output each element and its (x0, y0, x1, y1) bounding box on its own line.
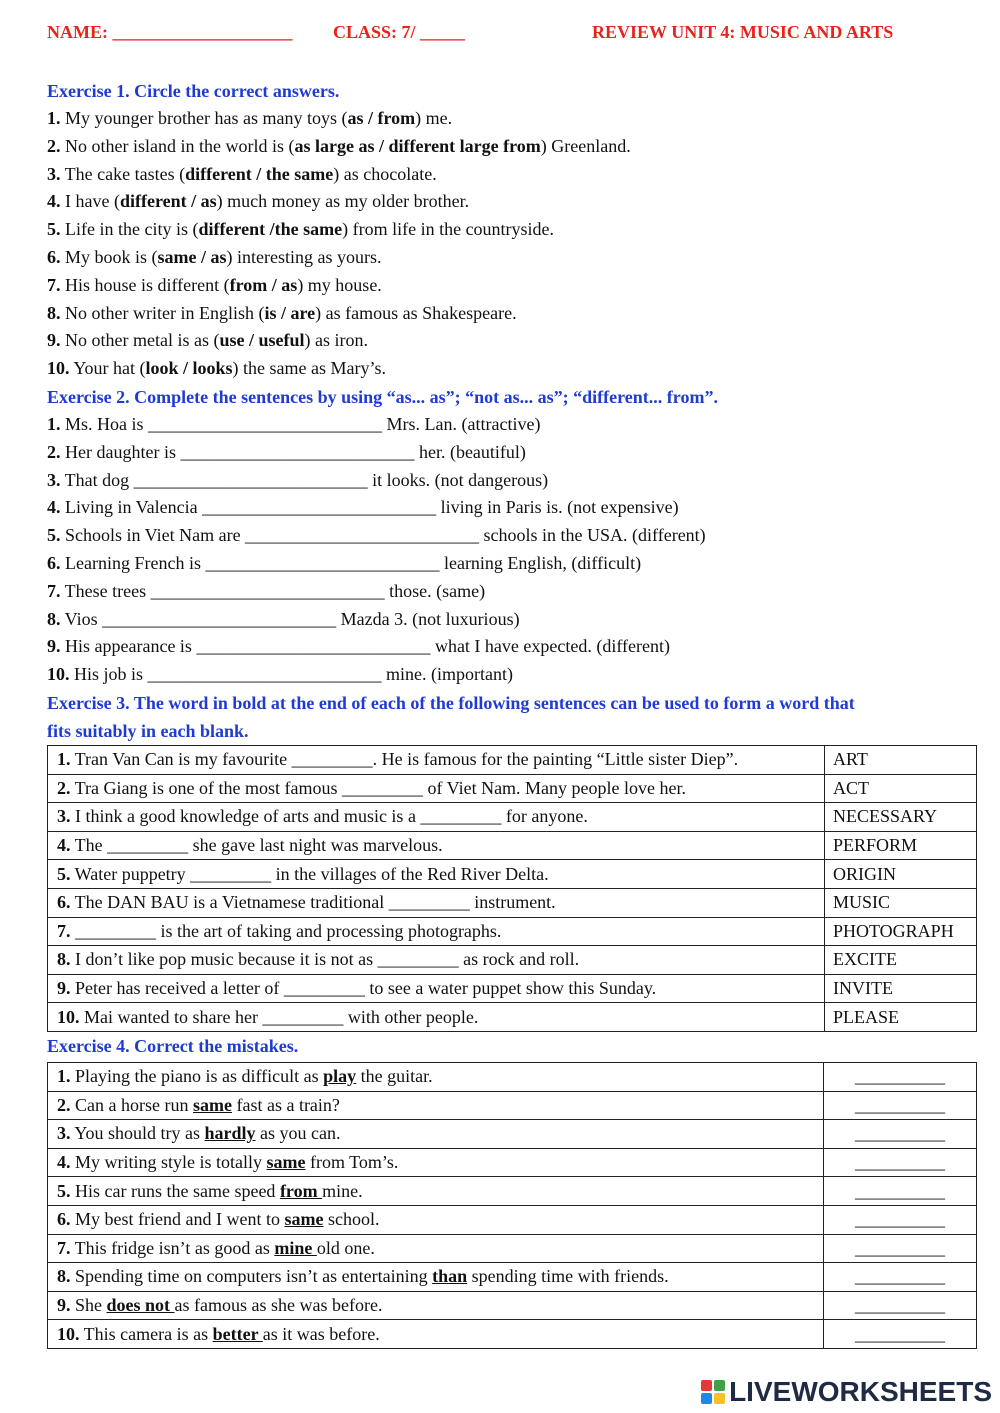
table-row (48, 1091, 977, 1120)
base-word-cell: PERFORM (825, 831, 977, 860)
item-number: 3. (57, 1123, 71, 1144)
item-number: 10. (57, 1006, 80, 1027)
item-number: 3. (47, 163, 61, 184)
mistake-word: same (266, 1152, 306, 1173)
item-text: The cake tastes ( (60, 163, 186, 184)
item-text-with-blank[interactable]: That dog __________________________ it looks. (not dangerous) (60, 469, 549, 490)
liveworksheets-logo-icon (701, 1380, 725, 1404)
sentence-cell (48, 1003, 825, 1032)
item-number: 8. (47, 302, 61, 323)
base-word-cell: MUSIC (825, 888, 977, 917)
item-text-end: ) as chocolate. (333, 163, 437, 184)
item-number: 7. (47, 274, 61, 295)
correction-blank[interactable]: __________ (824, 1320, 977, 1349)
item-text-with-blank[interactable]: Schools in Viet Nam are __________________________ schools in the USA. (different) (60, 525, 706, 546)
table-row (48, 1234, 977, 1263)
base-word-cell: ACT (825, 774, 977, 803)
item-number: 6. (57, 1209, 71, 1230)
mistake-word: better (212, 1323, 263, 1344)
ex2-item (47, 439, 977, 467)
item-text-with-blank[interactable]: The DAN BAU is a Vietnamese traditional _________ instrument. (70, 892, 556, 913)
answer-options[interactable]: as large as / different large from (294, 135, 541, 156)
item-number: 8. (57, 1266, 71, 1287)
exercise-1 (47, 77, 977, 383)
table-row (48, 1120, 977, 1149)
item-number: 3. (57, 806, 71, 827)
item-text-end: old one. (316, 1237, 375, 1258)
item-text-with-blank[interactable]: Her daughter is __________________________ her. (beautiful) (60, 441, 526, 462)
item-text-with-blank[interactable]: Tra Giang is one of the most famous _________ of Viet Nam. Many people love her. (70, 777, 687, 798)
ex1-item (47, 133, 977, 161)
ex1-item (47, 272, 977, 300)
item-text-end: as famous as she was before. (174, 1295, 383, 1316)
item-text-with-blank[interactable]: These trees __________________________ those. (same) (60, 580, 486, 601)
answer-options[interactable]: different / as (119, 191, 217, 212)
ex1-item (47, 188, 977, 216)
item-text-end: ) interesting as yours. (226, 246, 382, 267)
exercise-3-title-line1: Exercise 3. The word in bold at the end of each of the following sentences can be used to form a word that (47, 693, 855, 713)
item-number: 10. (57, 1323, 80, 1344)
logo-square (701, 1380, 712, 1391)
item-text-with-blank[interactable]: Vios __________________________ Mazda 3. (not luxurious) (60, 608, 520, 629)
item-number: 10. (47, 358, 70, 379)
answer-options[interactable]: different /the same (198, 219, 343, 240)
table-row (48, 888, 977, 917)
item-text: My writing style is totally (70, 1152, 267, 1173)
item-number: 2. (47, 441, 61, 462)
table-row (48, 860, 977, 889)
table-row (48, 1177, 977, 1206)
base-word-cell: PLEASE (825, 1003, 977, 1032)
ex1-item (47, 216, 977, 244)
ex1-item (47, 244, 977, 272)
ex2-item (47, 522, 977, 550)
sentence-cell (48, 1291, 824, 1320)
logo-square (701, 1393, 712, 1404)
correction-blank[interactable]: __________ (824, 1091, 977, 1120)
item-text-with-blank[interactable]: I think a good knowledge of arts and music is a _________ for anyone. (70, 806, 588, 827)
sentence-cell (48, 946, 825, 975)
answer-options[interactable]: is / are (264, 302, 316, 323)
mistake-word: same (284, 1209, 324, 1230)
item-number: 6. (57, 892, 71, 913)
item-number: 2. (47, 135, 61, 156)
sentence-cell (48, 860, 825, 889)
answer-options[interactable]: as / from (347, 108, 416, 128)
sentence-cell (48, 1263, 824, 1292)
item-text: This fridge isn’t as good as (70, 1237, 275, 1258)
item-number: 4. (57, 835, 71, 856)
exercise-4-title: Exercise 4. Correct the mistakes. (47, 1036, 299, 1056)
sentence-cell (48, 974, 825, 1003)
table-row (48, 831, 977, 860)
answer-options[interactable]: look / looks (145, 358, 233, 379)
sentence-cell (48, 1148, 824, 1177)
item-number: 1. (47, 108, 61, 128)
liveworksheets-logo (701, 1375, 992, 1409)
class-field: CLASS: 7/ _____ (333, 22, 466, 42)
exercise-1-title: Exercise 1. Circle the correct answers. (47, 81, 340, 101)
correction-blank[interactable]: __________ (824, 1263, 977, 1292)
mistake-word: same (192, 1094, 232, 1115)
correction-blank[interactable]: __________ (824, 1291, 977, 1320)
sentence-cell (48, 803, 825, 832)
exercise-3-table (47, 745, 977, 1032)
item-text-end: ) as famous as Shakespeare. (315, 302, 517, 323)
correction-blank[interactable]: __________ (824, 1063, 977, 1092)
item-text: She (70, 1295, 107, 1316)
table-row (48, 1291, 977, 1320)
item-text: Spending time on computers isn’t as entertaining (70, 1266, 433, 1287)
exercise-2 (47, 383, 977, 689)
answer-options[interactable]: from / as (229, 274, 298, 295)
item-text: Playing the piano is as difficult as (70, 1066, 324, 1087)
sentence-cell (48, 1063, 824, 1092)
base-word-cell: ORIGIN (825, 860, 977, 889)
item-text-end: school. (323, 1209, 380, 1230)
ex1-item (47, 161, 977, 189)
item-number: 9. (57, 978, 71, 999)
exercise-3-title-line2: fits suitably in each blank. (47, 721, 249, 741)
item-text: My younger brother has as many toys ( (60, 108, 348, 128)
item-number: 2. (57, 777, 71, 798)
item-number: 8. (47, 608, 61, 629)
item-number: 8. (57, 949, 71, 970)
item-number: 4. (57, 1152, 71, 1173)
ex1-item (47, 327, 977, 355)
item-text-end: mine. (322, 1180, 363, 1201)
base-word-cell: INVITE (825, 974, 977, 1003)
mistake-word: hardly (204, 1123, 256, 1144)
sentence-cell (48, 1234, 824, 1263)
answer-options[interactable]: use / useful (219, 330, 305, 351)
table-row (48, 803, 977, 832)
base-word-cell: EXCITE (825, 946, 977, 975)
item-number: 6. (47, 246, 61, 267)
name-field: NAME: ____________________ (47, 22, 293, 42)
ex2-item (47, 661, 977, 689)
item-text-end: as you can. (255, 1123, 341, 1144)
sentence-cell (48, 1091, 824, 1120)
mistake-word: from (279, 1180, 323, 1201)
item-text-end: fast as a train? (231, 1094, 340, 1115)
ex1-item (47, 300, 977, 328)
item-number: 7. (57, 1237, 71, 1258)
table-row (48, 946, 977, 975)
table-row (48, 1320, 977, 1349)
worksheet-title: REVIEW UNIT 4: MUSIC AND ARTS (592, 22, 894, 42)
base-word-cell: NECESSARY (825, 803, 977, 832)
answer-options[interactable]: different / the same (185, 163, 334, 184)
item-number: 1. (57, 749, 71, 770)
item-number: 9. (57, 1295, 71, 1316)
item-text-with-blank[interactable]: His job is __________________________ mine. (important) (69, 664, 513, 685)
answer-options[interactable]: same / as (157, 246, 227, 267)
item-text: My book is ( (60, 246, 158, 267)
item-number: 10. (47, 664, 70, 685)
exercise-4-table (47, 1062, 977, 1349)
correction-blank[interactable]: __________ (824, 1205, 977, 1234)
item-number: 5. (47, 525, 61, 546)
item-text: His car runs the same speed (70, 1180, 280, 1201)
item-text: His house is different ( (60, 274, 230, 295)
item-text-with-blank[interactable]: Living in Valencia __________________________ living in Paris is. (not expensive) (60, 497, 679, 518)
correction-blank[interactable]: __________ (824, 1148, 977, 1177)
item-text-end: the guitar. (356, 1066, 433, 1087)
ex1-item (47, 105, 977, 133)
sentence-cell (48, 774, 825, 803)
item-number: 7. (47, 580, 61, 601)
table-row (48, 1003, 977, 1032)
sentence-cell (48, 1177, 824, 1206)
item-text: Your hat ( (69, 358, 146, 379)
correction-blank[interactable]: __________ (824, 1177, 977, 1206)
item-text-with-blank[interactable]: His appearance is __________________________ what I have expected. (different) (60, 636, 670, 657)
item-text-end: from Tom’s. (305, 1152, 399, 1173)
base-word-cell: PHOTOGRAPH (825, 917, 977, 946)
table-row (48, 917, 977, 946)
item-text-end: ) the same as Mary’s. (232, 358, 387, 379)
sentence-cell (48, 1320, 824, 1349)
item-text-with-blank[interactable]: Water puppetry _________ in the villages of the Red River Delta. (70, 863, 549, 884)
table-row (48, 1263, 977, 1292)
mistake-word: mine (274, 1237, 317, 1258)
item-text-end: ) me. (415, 108, 453, 128)
ex2-item (47, 550, 977, 578)
ex2-item (47, 633, 977, 661)
item-number: 1. (57, 1066, 71, 1087)
item-text: My best friend and I went to (70, 1209, 285, 1230)
ex2-item (47, 411, 977, 439)
item-text: You should try as (70, 1123, 205, 1144)
item-number: 4. (47, 497, 61, 518)
item-text-end: ) much money as my older brother. (216, 191, 470, 212)
exercise-2-title: Exercise 2. Complete the sentences by using “as... as”; “not as... as”; “different... from”. (47, 387, 718, 407)
mistake-word: than (432, 1266, 468, 1287)
item-text: This camera is as (79, 1323, 213, 1344)
mistake-word: play (323, 1066, 357, 1087)
liveworksheets-logo-text: LIVEWORKSHEETS (729, 1376, 992, 1407)
item-text-end: ) my house. (297, 274, 382, 295)
item-text: No other island in the world is ( (60, 135, 295, 156)
item-text: Can a horse run (70, 1094, 193, 1115)
table-row (48, 1148, 977, 1177)
exercise-4 (47, 1032, 977, 1349)
item-number: 6. (47, 552, 61, 573)
logo-square (714, 1393, 725, 1404)
table-row (48, 974, 977, 1003)
item-text-with-blank[interactable]: Mai wanted to share her _________ with other people. (79, 1006, 479, 1027)
logo-square (714, 1380, 725, 1391)
item-number: 3. (47, 469, 61, 490)
table-row (48, 1205, 977, 1234)
item-text: I have ( (60, 191, 120, 212)
item-text-with-blank[interactable]: The _________ she gave last night was marvelous. (70, 835, 443, 856)
ex1-item (47, 355, 977, 383)
ex2-item (47, 578, 977, 606)
base-word-cell: ART (825, 746, 977, 775)
item-text-end: ) as iron. (304, 330, 368, 351)
sentence-cell (48, 831, 825, 860)
table-row (48, 774, 977, 803)
item-text-end: as it was before. (262, 1323, 380, 1344)
item-number: 2. (57, 1094, 71, 1115)
item-number: 5. (57, 863, 71, 884)
sentence-cell (48, 917, 825, 946)
worksheet-header (47, 22, 977, 48)
item-number: 5. (57, 1180, 71, 1201)
sentence-cell (48, 1120, 824, 1149)
mistake-word: does not (106, 1295, 175, 1316)
item-text: No other writer in English ( (60, 302, 265, 323)
item-text-with-blank[interactable]: Peter has received a letter of _________ to see a water puppet show this Sunday. (70, 978, 657, 999)
item-text: No other metal is as ( (60, 330, 220, 351)
correction-blank[interactable]: __________ (824, 1234, 977, 1263)
item-text-with-blank[interactable]: Learning French is __________________________ learning English, (difficult) (60, 552, 642, 573)
item-text-with-blank[interactable]: Tran Van Can is my favourite _________. He is famous for the painting “Little sister Diep”. (70, 749, 739, 770)
ex2-item (47, 494, 977, 522)
item-text-with-blank[interactable]: I don’t like pop music because it is not as _________ as rock and roll. (70, 949, 580, 970)
item-text-end: ) Greenland. (540, 135, 631, 156)
correction-blank[interactable]: __________ (824, 1120, 977, 1149)
item-number: 7. (57, 920, 71, 941)
item-number: 9. (47, 636, 61, 657)
table-row (48, 746, 977, 775)
item-text-with-blank[interactable]: Ms. Hoa is __________________________ Mrs. Lan. (attractive) (60, 414, 541, 434)
sentence-cell (48, 746, 825, 775)
item-number: 1. (47, 414, 61, 434)
item-number: 5. (47, 219, 61, 240)
ex2-item (47, 467, 977, 495)
sentence-cell (48, 1205, 824, 1234)
table-row (48, 1063, 977, 1092)
item-text-end: spending time with friends. (467, 1266, 669, 1287)
sentence-cell (48, 888, 825, 917)
exercise-3 (47, 689, 977, 1032)
item-number: 9. (47, 330, 61, 351)
item-text-end: ) from life in the countryside. (342, 219, 555, 240)
ex2-item (47, 606, 977, 634)
item-text: Life in the city is ( (60, 219, 199, 240)
item-text-with-blank[interactable]: _________ is the art of taking and processing photographs. (70, 920, 502, 941)
item-number: 4. (47, 191, 61, 212)
